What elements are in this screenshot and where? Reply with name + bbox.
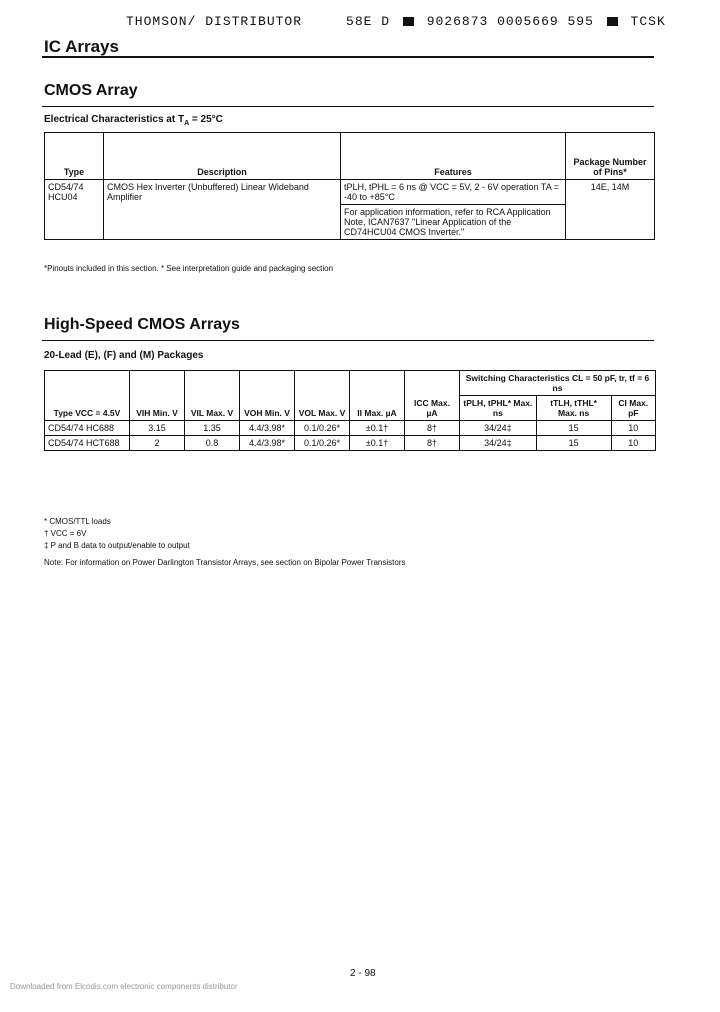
cell-feature1: tPLH, tPHL = 6 ns @ VCC = 5V, 2 - 6V operation TA = -40 to +85°C (341, 180, 566, 205)
page-number: 2 - 98 (350, 968, 376, 979)
col-vil: VIL Max. V (185, 371, 240, 421)
table-row (45, 180, 655, 205)
cmos-table (44, 132, 655, 240)
hs-note: Note: For information on Power Darlington Transistor Arrays, see section on Bipolar Power Transistors (44, 558, 406, 567)
cell-vol: 0.1/0.26* (295, 421, 350, 436)
hs-rule (42, 340, 654, 341)
cell-voh: 4.4/3.98* (240, 436, 295, 451)
top-rule (42, 56, 654, 58)
cell-vih: 2 (130, 436, 185, 451)
hs-title: High-Speed CMOS Arrays (44, 316, 240, 333)
col-vih: VIH Min. V (130, 371, 185, 421)
cell-icc: 8† (405, 436, 460, 451)
header-left: THOMSON/ DISTRIBUTOR (126, 14, 303, 29)
cell-description: CMOS Hex Inverter (Unbuffered) Linear Wideband Amplifier (104, 180, 341, 240)
cell-vil: 0.8 (185, 436, 240, 451)
header-code3: TCSK (630, 14, 666, 29)
cmos-title: CMOS Array (44, 82, 138, 99)
download-footer: Downloaded from Elcodis.com electronic components distributor (10, 982, 238, 991)
cell-ci: 10 (611, 421, 655, 436)
hs-table (44, 370, 656, 451)
col-tt: tTLH, tTHL* Max. ns (536, 396, 611, 421)
footnote: ‡ P and B data to output/enable to output (44, 541, 190, 550)
cell-type: CD54/74 HCT688 (45, 436, 130, 451)
col-package: Package Number of Pins* (566, 133, 655, 180)
cell-tt: 15 (536, 421, 611, 436)
cell-voh: 4.4/3.98* (240, 421, 295, 436)
cell-tp: 34/24‡ (460, 421, 537, 436)
cell-package: 14E, 14M (566, 180, 655, 240)
table-header-row (45, 133, 655, 180)
footnote: † VCC = 6V (44, 529, 87, 538)
col-vol: VOL Max. V (295, 371, 350, 421)
cell-tp: 34/24‡ (460, 436, 537, 451)
table-row (45, 421, 656, 436)
hs-subtitle: 20-Lead (E), (F) and (M) Packages (44, 350, 204, 361)
black-block-icon (607, 17, 618, 26)
cell-vol: 0.1/0.26* (295, 436, 350, 451)
header-code2: 9026873 0005669 595 (426, 14, 594, 29)
document-header-strip (126, 14, 666, 29)
black-block-icon (403, 17, 414, 26)
col-type: Type VCC = 4.5V (45, 371, 130, 421)
header-code1: 58E D (346, 14, 391, 29)
col-tp: tPLH, tPHL* Max. ns (460, 396, 537, 421)
col-features: Features (341, 133, 566, 180)
cell-vil: 1.35 (185, 421, 240, 436)
footnote: * CMOS/TTL loads (44, 517, 111, 526)
col-icc: ICC Max. µA (405, 371, 460, 421)
cell-ii: ±0.1† (350, 436, 405, 451)
table-header-row (45, 371, 656, 396)
table-row (45, 436, 656, 451)
cell-type: CD54/74 HCU04 (45, 180, 104, 240)
cmos-subtitle: Electrical Characteristics at $T_A = 25^\circ C$ (44, 114, 223, 127)
section-title: IC Arrays (44, 37, 119, 56)
cmos-footnote: *Pinouts included in this section. * See interpretation guide and packaging section (44, 264, 334, 273)
col-type: Type (45, 133, 104, 180)
cell-feature2: For application information, refer to RCA Application Note, ICAN7637 "Linear Application of the CD74HCU04 CMOS Inverter." (341, 205, 566, 240)
cell-icc: 8† (405, 421, 460, 436)
col-ci: CI Max. pF (611, 396, 655, 421)
cell-ii: ±0.1† (350, 421, 405, 436)
cell-tt: 15 (536, 436, 611, 451)
col-description: Description (104, 133, 341, 180)
cell-ci: 10 (611, 436, 655, 451)
cmos-rule (42, 106, 654, 107)
col-voh: VOH Min. V (240, 371, 295, 421)
hs-footnotes (44, 516, 190, 552)
cell-type: CD54/74 HC688 (45, 421, 130, 436)
col-switching: Switching Characteristics CL = 50 pF, tr, tf = 6 ns (460, 371, 656, 396)
col-ii: II Max. µA (350, 371, 405, 421)
cell-vih: 3.15 (130, 421, 185, 436)
